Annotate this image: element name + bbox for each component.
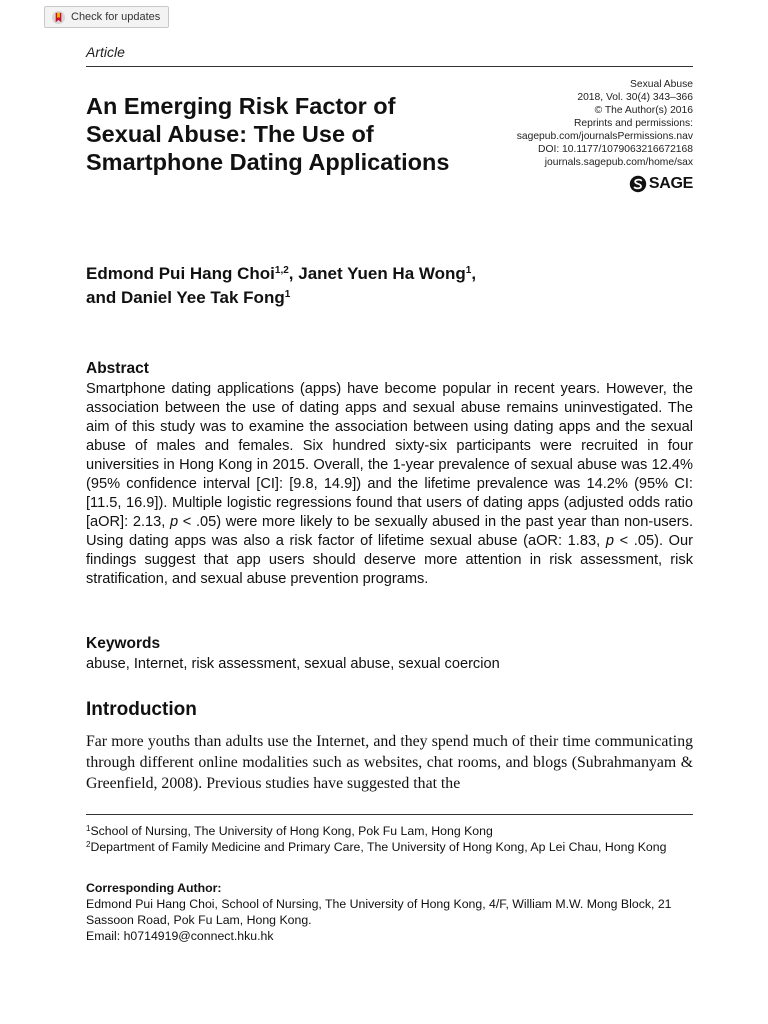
affiliation-mark: 1 [284, 289, 291, 300]
footnote-text: School of Nursing, The University of Hong Kong, Pok Fu Lam, Hong Kong [90, 824, 493, 838]
email-label: Email: [86, 929, 124, 943]
sage-logo-text: SAGE [648, 175, 693, 192]
introduction-heading: Introduction [86, 699, 197, 720]
sage-s-icon [629, 175, 647, 193]
p-symbol: p [169, 514, 179, 530]
author-separator: , [471, 264, 477, 283]
volume-info: 2018, Vol. 30(4) 343–366 [577, 92, 693, 103]
corresponding-author-email [86, 928, 274, 944]
author-name: Edmond Pui Hang Choi [86, 264, 275, 283]
keywords-text: abuse, Internet, risk assessment, sexual abuse, sexual coercion [86, 656, 500, 672]
author-separator: , [288, 264, 299, 283]
article-type-label: Article [86, 44, 125, 60]
journal-name: Sexual Abuse [630, 79, 693, 90]
footnote-rule [86, 814, 693, 815]
reprints-label: Reprints and permissions: [573, 118, 693, 129]
permissions-link[interactable]: sagepub.com/journalsPermissions.nav [516, 131, 693, 142]
journal-link[interactable]: journals.sagepub.com/home/sax [544, 157, 693, 168]
footnote-mark: 1 [86, 824, 91, 833]
article-title: An Emerging Risk Factor of Sexual Abuse: The Use of Smartphone Dating Applications [86, 93, 450, 175]
header-rule [86, 66, 693, 67]
abstract-text-part: < .05). Our findings suggest that app users should deserve more attention in risk assessment, risk stratification, and sexual abuse prevention programs. [86, 533, 693, 587]
footnote-affiliation-1 [86, 823, 686, 839]
author-name: Janet Yuen Ha Wong [298, 264, 466, 283]
corresponding-author-address: Edmond Pui Hang Choi, School of Nursing, The University of Hong Kong, 4/F, William M.W. Mong Block, 21 Sassoon Road, Pok Fu Lam, Hong Kong. [86, 897, 672, 927]
email-link[interactable]: h0714919@connect.hku.hk [123, 929, 274, 943]
abstract-text-part: < .05) were more likely to be sexually abused in the past year than non-users. Using dating apps was also a risk factor of lifetime sexual abuse (aOR: 1.83, [86, 514, 693, 549]
author-list [86, 262, 706, 310]
check-updates-icon [51, 10, 66, 25]
footnote-affiliation-2 [86, 839, 686, 855]
sage-logo [629, 175, 693, 193]
introduction-text: Far more youths than adults use the Internet, and they spend much of their time communicating through different online modalities such as websites, chat rooms, and blogs (Subrahmanyam & Greenfield, 2008). Previous studies have suggested that the [86, 733, 693, 792]
keywords-heading: Keywords [86, 635, 161, 652]
corresponding-author-label: Corresponding Author: [86, 881, 222, 895]
publication-info [517, 78, 693, 169]
abstract-text [86, 380, 693, 589]
author-conjunction: and [86, 288, 121, 307]
abstract-text-part: Smartphone dating applications (apps) have become popular in recent years. However, the association between the use of dating apps and sexual abuse remains uninvestigated. The aim of this study was to examine the association between using dating apps and the sexual abuse of males and females. Six hundred sixty-six participants were recruited in four universities in Hong Kong in 2015. Overall, the 1-year prevalence of sexual abuse was 12.4% (95% confidence interval [CI]: [9.8, 14.9]) and the lifetime prevalence was 14.2% (95% CI: [11.5, 16.9]). Multiple logistic regressions found that users of dating apps (adjusted odds ratio [aOR]: 2.13, [86, 381, 693, 530]
check-for-updates-label: Check for updates [71, 11, 161, 23]
copyright: © The Author(s) 2016 [594, 105, 693, 116]
footnote-mark: 2 [86, 840, 91, 849]
footnote-text: Department of Family Medicine and Primary Care, The University of Hong Kong, Ap Lei Chau, Hong Kong [90, 840, 667, 854]
author-name: Daniel Yee Tak Fong [120, 288, 285, 307]
doi-link[interactable]: DOI: 10.1177/1079063216672168 [538, 144, 693, 155]
abstract-heading: Abstract [86, 360, 149, 377]
affiliation-mark: 1 [465, 265, 472, 276]
check-for-updates-button[interactable] [44, 6, 169, 28]
p-symbol: p [605, 533, 614, 549]
affiliation-mark: 1,2 [274, 265, 289, 276]
